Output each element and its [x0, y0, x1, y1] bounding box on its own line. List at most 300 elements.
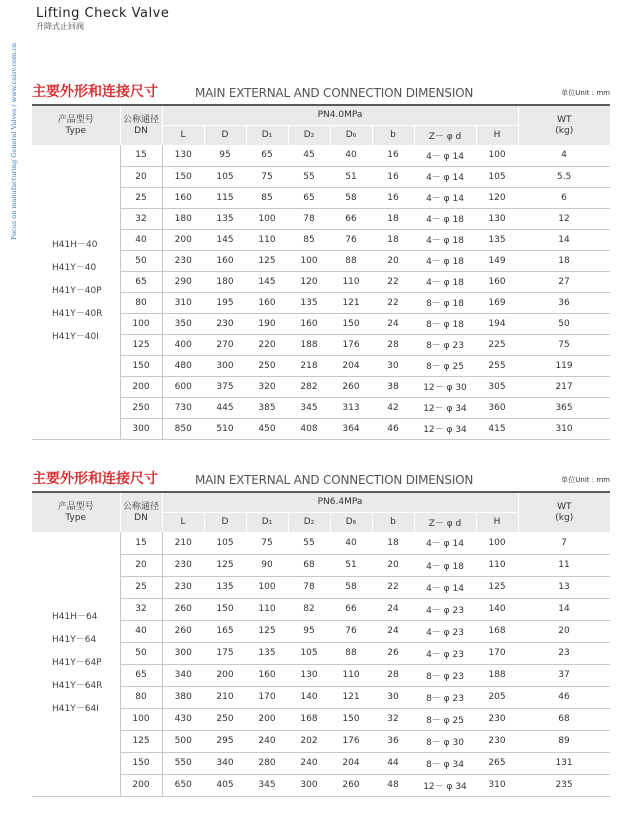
table-cell: 4－ φ 14	[414, 187, 476, 208]
table-cell: 121	[330, 292, 372, 313]
type-model: H41H－64	[52, 612, 98, 623]
table-cell: 340	[204, 752, 246, 774]
table-cell: 51	[330, 166, 372, 187]
dn-cell: 300	[120, 418, 162, 439]
table-cell: 68	[288, 554, 330, 576]
table-cell: 24	[372, 313, 414, 334]
table-cell: 4－ φ 23	[414, 598, 476, 620]
table-cell: 75	[246, 532, 288, 554]
type-model: H41Y－64P	[52, 658, 102, 669]
table-cell: 8－ φ 25	[414, 355, 476, 376]
table-cell: 480	[162, 355, 204, 376]
table-cell: 22	[372, 576, 414, 598]
table-cell: 260	[330, 376, 372, 397]
table-cell: 217	[518, 376, 610, 397]
table-cell: 510	[204, 418, 246, 439]
table-cell: 18	[372, 208, 414, 229]
dn-cell: 15	[120, 532, 162, 554]
table-cell: 313	[330, 397, 372, 418]
column-header: D₂	[288, 125, 330, 145]
table-cell: 6	[518, 187, 610, 208]
table-cell: 188	[476, 664, 518, 686]
table-cell: 730	[162, 397, 204, 418]
section-heading	[32, 82, 610, 104]
type-model: H41Y－40P	[52, 286, 102, 297]
table-cell: 405	[204, 774, 246, 796]
type-header: 产品型号 Type	[32, 492, 120, 532]
table-cell: 169	[476, 292, 518, 313]
table-cell: 20	[372, 554, 414, 576]
table-cell: 204	[330, 355, 372, 376]
table-cell: 240	[246, 730, 288, 752]
table-cell: 230	[162, 250, 204, 271]
column-header: D₁	[246, 512, 288, 532]
page-header	[36, 6, 169, 32]
table-cell: 364	[330, 418, 372, 439]
table-cell: 218	[288, 355, 330, 376]
table-cell: 175	[204, 642, 246, 664]
table-cell: 11	[518, 554, 610, 576]
dn-cell: 200	[120, 376, 162, 397]
table-cell: 24	[372, 620, 414, 642]
table-cell: 48	[372, 774, 414, 796]
table-cell: 135	[288, 292, 330, 313]
table-cell: 415	[476, 418, 518, 439]
table-cell: 140	[288, 686, 330, 708]
table-cell: 12－ φ 34	[414, 397, 476, 418]
table-cell: 125	[246, 620, 288, 642]
table-cell: 66	[330, 598, 372, 620]
table-cell: 300	[288, 774, 330, 796]
table-cell: 380	[162, 686, 204, 708]
table-cell: 135	[204, 576, 246, 598]
table-cell: 250	[204, 708, 246, 730]
table-cell: 130	[162, 145, 204, 166]
table-cell: 78	[288, 208, 330, 229]
table-cell: 8－ φ 18	[414, 313, 476, 334]
table-cell: 176	[330, 334, 372, 355]
table-cell: 305	[476, 376, 518, 397]
table-cell: 75	[518, 334, 610, 355]
table-cell: 120	[476, 187, 518, 208]
header-row	[32, 492, 610, 512]
table-cell: 310	[476, 774, 518, 796]
table-cell: 400	[162, 334, 204, 355]
table-cell: 4－ φ 18	[414, 271, 476, 292]
dn-header: 公称通径 DN	[120, 492, 162, 532]
table-cell: 40	[330, 145, 372, 166]
table-cell: 51	[330, 554, 372, 576]
pressure-header: PN6.4MPa	[162, 492, 518, 512]
table-cell: 385	[246, 397, 288, 418]
table-cell: 125	[204, 554, 246, 576]
table-cell: 350	[162, 313, 204, 334]
table-cell: 100	[476, 145, 518, 166]
table-cell: 650	[162, 774, 204, 796]
table-cell: 55	[288, 532, 330, 554]
table-cell: 230	[162, 576, 204, 598]
table-cell: 290	[162, 271, 204, 292]
table-cell: 176	[330, 730, 372, 752]
table-cell: 105	[476, 166, 518, 187]
table-cell: 4－ φ 14	[414, 145, 476, 166]
column-header: D₆	[330, 125, 372, 145]
table-cell: 50	[518, 313, 610, 334]
table-cell: 30	[372, 686, 414, 708]
table-cell: 194	[476, 313, 518, 334]
table-cell: 110	[476, 554, 518, 576]
dn-cell: 150	[120, 355, 162, 376]
table-cell: 230	[476, 708, 518, 730]
table-cell: 230	[162, 554, 204, 576]
table-cell: 210	[162, 532, 204, 554]
table-cell: 280	[246, 752, 288, 774]
table-cell: 88	[330, 250, 372, 271]
table-cell: 8－ φ 23	[414, 334, 476, 355]
table-cell: 5.5	[518, 166, 610, 187]
table-cell: 230	[204, 313, 246, 334]
table-cell: 195	[204, 292, 246, 313]
table-cell: 4	[518, 145, 610, 166]
table-cell: 76	[330, 620, 372, 642]
table-cell: 20	[518, 620, 610, 642]
table-cell: 75	[246, 166, 288, 187]
column-header: b	[372, 512, 414, 532]
table-cell: 8－ φ 34	[414, 752, 476, 774]
table-cell: 45	[288, 145, 330, 166]
table-cell: 95	[204, 145, 246, 166]
table-cell: 4－ φ 14	[414, 532, 476, 554]
table-cell: 125	[246, 250, 288, 271]
table-cell: 200	[162, 229, 204, 250]
table-cell: 320	[246, 376, 288, 397]
table-cell: 240	[288, 752, 330, 774]
dn-cell: 20	[120, 166, 162, 187]
table-cell: 445	[204, 397, 246, 418]
table-cell: 18	[372, 532, 414, 554]
table-cell: 365	[518, 397, 610, 418]
table-cell: 110	[246, 598, 288, 620]
table-cell: 4－ φ 18	[414, 250, 476, 271]
table-cell: 68	[518, 708, 610, 730]
column-header: Z－ φ d	[414, 125, 476, 145]
table-cell: 28	[372, 334, 414, 355]
table-cell: 66	[330, 208, 372, 229]
table-cell: 4－ φ 23	[414, 642, 476, 664]
table-cell: 160	[204, 250, 246, 271]
table-cell: 8－ φ 23	[414, 686, 476, 708]
dimension-table	[32, 491, 610, 797]
dn-cell: 125	[120, 334, 162, 355]
table-cell: 110	[246, 229, 288, 250]
table-cell: 115	[204, 187, 246, 208]
dn-cell: 100	[120, 313, 162, 334]
table-cell: 340	[162, 664, 204, 686]
dn-cell: 40	[120, 620, 162, 642]
table-cell: 105	[204, 532, 246, 554]
table-cell: 28	[372, 664, 414, 686]
table-cell: 295	[204, 730, 246, 752]
dimension-section-pn40	[32, 82, 610, 440]
table-cell: 550	[162, 752, 204, 774]
type-header: 产品型号 Type	[32, 105, 120, 145]
type-list-cell	[32, 532, 120, 796]
table-cell: 26	[372, 642, 414, 664]
table-cell: 24	[372, 598, 414, 620]
table-cell: 58	[330, 187, 372, 208]
table-cell: 13	[518, 576, 610, 598]
column-header: Z－ φ d	[414, 512, 476, 532]
table-cell: 22	[372, 271, 414, 292]
table-cell: 220	[246, 334, 288, 355]
table-cell: 140	[476, 598, 518, 620]
table-cell: 200	[246, 708, 288, 730]
table-cell: 131	[518, 752, 610, 774]
table-cell: 160	[246, 664, 288, 686]
table-cell: 95	[288, 620, 330, 642]
dn-cell: 20	[120, 554, 162, 576]
table-cell: 8－ φ 25	[414, 708, 476, 730]
table-cell: 125	[476, 576, 518, 598]
table-cell: 78	[288, 576, 330, 598]
dn-cell: 80	[120, 686, 162, 708]
table-cell: 160	[162, 187, 204, 208]
dn-cell: 40	[120, 229, 162, 250]
table-cell: 205	[476, 686, 518, 708]
dn-cell: 25	[120, 576, 162, 598]
table-cell: 850	[162, 418, 204, 439]
table-cell: 8－ φ 18	[414, 292, 476, 313]
column-header: D₂	[288, 512, 330, 532]
table-cell: 89	[518, 730, 610, 752]
table-cell: 149	[476, 250, 518, 271]
table-cell: 16	[372, 166, 414, 187]
table-cell: 110	[330, 664, 372, 686]
table-cell: 230	[476, 730, 518, 752]
table-cell: 265	[476, 752, 518, 774]
table-cell: 58	[330, 576, 372, 598]
table-cell: 85	[288, 229, 330, 250]
table-cell: 260	[162, 620, 204, 642]
section-title-cn: 主要外形和连接尺寸	[32, 471, 158, 487]
table-cell: 36	[518, 292, 610, 313]
type-model: H41Y－64I	[52, 704, 99, 715]
table-cell: 300	[162, 642, 204, 664]
table-cell: 145	[246, 271, 288, 292]
table-cell: 42	[372, 397, 414, 418]
dn-header: 公称通径 DN	[120, 105, 162, 145]
dn-cell: 150	[120, 752, 162, 774]
dn-cell: 250	[120, 397, 162, 418]
table-cell: 14	[518, 598, 610, 620]
table-cell: 23	[518, 642, 610, 664]
table-cell: 120	[288, 271, 330, 292]
column-header: D	[204, 125, 246, 145]
table-cell: 27	[518, 271, 610, 292]
type-list-cell	[32, 145, 120, 439]
table-cell: 130	[288, 664, 330, 686]
table-cell: 255	[476, 355, 518, 376]
section-title-en: MAIN EXTERNAL AND CONNECTION DIMENSION	[195, 86, 474, 100]
table-cell: 100	[288, 250, 330, 271]
table-cell: 188	[288, 334, 330, 355]
table-cell: 135	[476, 229, 518, 250]
unit-label: 单位Unit : mm	[561, 89, 610, 97]
table-cell: 38	[372, 376, 414, 397]
table-cell: 310	[162, 292, 204, 313]
table-cell: 130	[476, 208, 518, 229]
table-cell: 16	[372, 187, 414, 208]
table-cell: 82	[288, 598, 330, 620]
section-title-en: MAIN EXTERNAL AND CONNECTION DIMENSION	[195, 473, 474, 487]
table-cell: 36	[372, 730, 414, 752]
dn-cell: 15	[120, 145, 162, 166]
table-cell: 160	[476, 271, 518, 292]
table-cell: 160	[288, 313, 330, 334]
table-cell: 76	[330, 229, 372, 250]
table-cell: 105	[288, 642, 330, 664]
type-model: H41Y－64	[52, 635, 97, 646]
table-cell: 22	[372, 292, 414, 313]
column-header: L	[162, 125, 204, 145]
table-cell: 204	[330, 752, 372, 774]
column-header: D₁	[246, 125, 288, 145]
table-cell: 40	[330, 532, 372, 554]
column-header: H	[476, 512, 518, 532]
table-cell: 65	[246, 145, 288, 166]
table-cell: 190	[246, 313, 288, 334]
table-cell: 8－ φ 30	[414, 730, 476, 752]
column-header: H	[476, 125, 518, 145]
type-model: H41H－40	[52, 240, 98, 251]
table-cell: 65	[288, 187, 330, 208]
dn-cell: 32	[120, 598, 162, 620]
unit-label: 单位Unit : mm	[561, 476, 610, 484]
table-cell: 135	[204, 208, 246, 229]
table-cell: 360	[476, 397, 518, 418]
table-cell: 4－ φ 18	[414, 208, 476, 229]
table-row	[32, 145, 610, 166]
table-cell: 20	[372, 250, 414, 271]
dn-cell: 200	[120, 774, 162, 796]
dimension-table	[32, 104, 610, 440]
table-cell: 12－ φ 34	[414, 418, 476, 439]
table-cell: 150	[330, 708, 372, 730]
table-cell: 4－ φ 18	[414, 554, 476, 576]
type-model: H41Y－40R	[52, 309, 103, 320]
dn-cell: 32	[120, 208, 162, 229]
table-cell: 450	[246, 418, 288, 439]
table-cell: 408	[288, 418, 330, 439]
table-cell: 30	[372, 355, 414, 376]
table-cell: 55	[288, 166, 330, 187]
dn-cell: 80	[120, 292, 162, 313]
table-cell: 4－ φ 14	[414, 576, 476, 598]
table-cell: 250	[246, 355, 288, 376]
table-cell: 170	[476, 642, 518, 664]
column-header: L	[162, 512, 204, 532]
table-cell: 235	[518, 774, 610, 796]
table-cell: 16	[372, 145, 414, 166]
table-cell: 119	[518, 355, 610, 376]
table-cell: 46	[518, 686, 610, 708]
dn-cell: 50	[120, 642, 162, 664]
section-heading	[32, 469, 610, 491]
dn-cell: 100	[120, 708, 162, 730]
side-text: Focus on manufacturing General Valves / www.caisv.com.cn	[10, 42, 18, 240]
dn-cell: 65	[120, 664, 162, 686]
table-cell: 100	[246, 208, 288, 229]
column-header: D	[204, 512, 246, 532]
table-cell: 168	[476, 620, 518, 642]
table-cell: 12	[518, 208, 610, 229]
table-cell: 150	[330, 313, 372, 334]
table-cell: 260	[330, 774, 372, 796]
page-subtitle: 升降式止回阀	[36, 22, 84, 31]
table-cell: 88	[330, 642, 372, 664]
table-cell: 168	[288, 708, 330, 730]
table-cell: 110	[330, 271, 372, 292]
table-cell: 44	[372, 752, 414, 774]
dn-cell: 25	[120, 187, 162, 208]
table-cell: 600	[162, 376, 204, 397]
table-cell: 4－ φ 14	[414, 166, 476, 187]
table-cell: 165	[204, 620, 246, 642]
type-model: H41Y－64R	[52, 681, 103, 692]
table-cell: 200	[204, 664, 246, 686]
table-cell: 150	[162, 166, 204, 187]
dn-cell: 125	[120, 730, 162, 752]
table-cell: 105	[204, 166, 246, 187]
table-cell: 270	[204, 334, 246, 355]
table-cell: 135	[246, 642, 288, 664]
table-cell: 260	[162, 598, 204, 620]
table-cell: 375	[204, 376, 246, 397]
table-cell: 121	[330, 686, 372, 708]
weight-header: WT (kg)	[518, 492, 610, 532]
table-cell: 160	[246, 292, 288, 313]
table-cell: 345	[246, 774, 288, 796]
table-cell: 37	[518, 664, 610, 686]
table-cell: 100	[246, 576, 288, 598]
table-cell: 18	[372, 229, 414, 250]
table-cell: 210	[204, 686, 246, 708]
section-title-cn: 主要外形和连接尺寸	[32, 84, 158, 100]
type-model: H41Y－40I	[52, 332, 99, 343]
table-cell: 46	[372, 418, 414, 439]
table-cell: 100	[476, 532, 518, 554]
table-row	[32, 532, 610, 554]
header-row	[32, 105, 610, 125]
table-cell: 345	[288, 397, 330, 418]
table-cell: 430	[162, 708, 204, 730]
weight-header: WT (kg)	[518, 105, 610, 145]
table-cell: 180	[204, 271, 246, 292]
table-cell: 18	[518, 250, 610, 271]
table-cell: 12－ φ 34	[414, 774, 476, 796]
dn-cell: 50	[120, 250, 162, 271]
table-cell: 7	[518, 532, 610, 554]
table-cell: 145	[204, 229, 246, 250]
table-cell: 12－ φ 30	[414, 376, 476, 397]
table-cell: 170	[246, 686, 288, 708]
column-header: D₆	[330, 512, 372, 532]
table-cell: 180	[162, 208, 204, 229]
table-cell: 4－ φ 18	[414, 229, 476, 250]
dn-cell: 65	[120, 271, 162, 292]
table-cell: 8－ φ 23	[414, 664, 476, 686]
type-model: H41Y－40	[52, 263, 97, 274]
